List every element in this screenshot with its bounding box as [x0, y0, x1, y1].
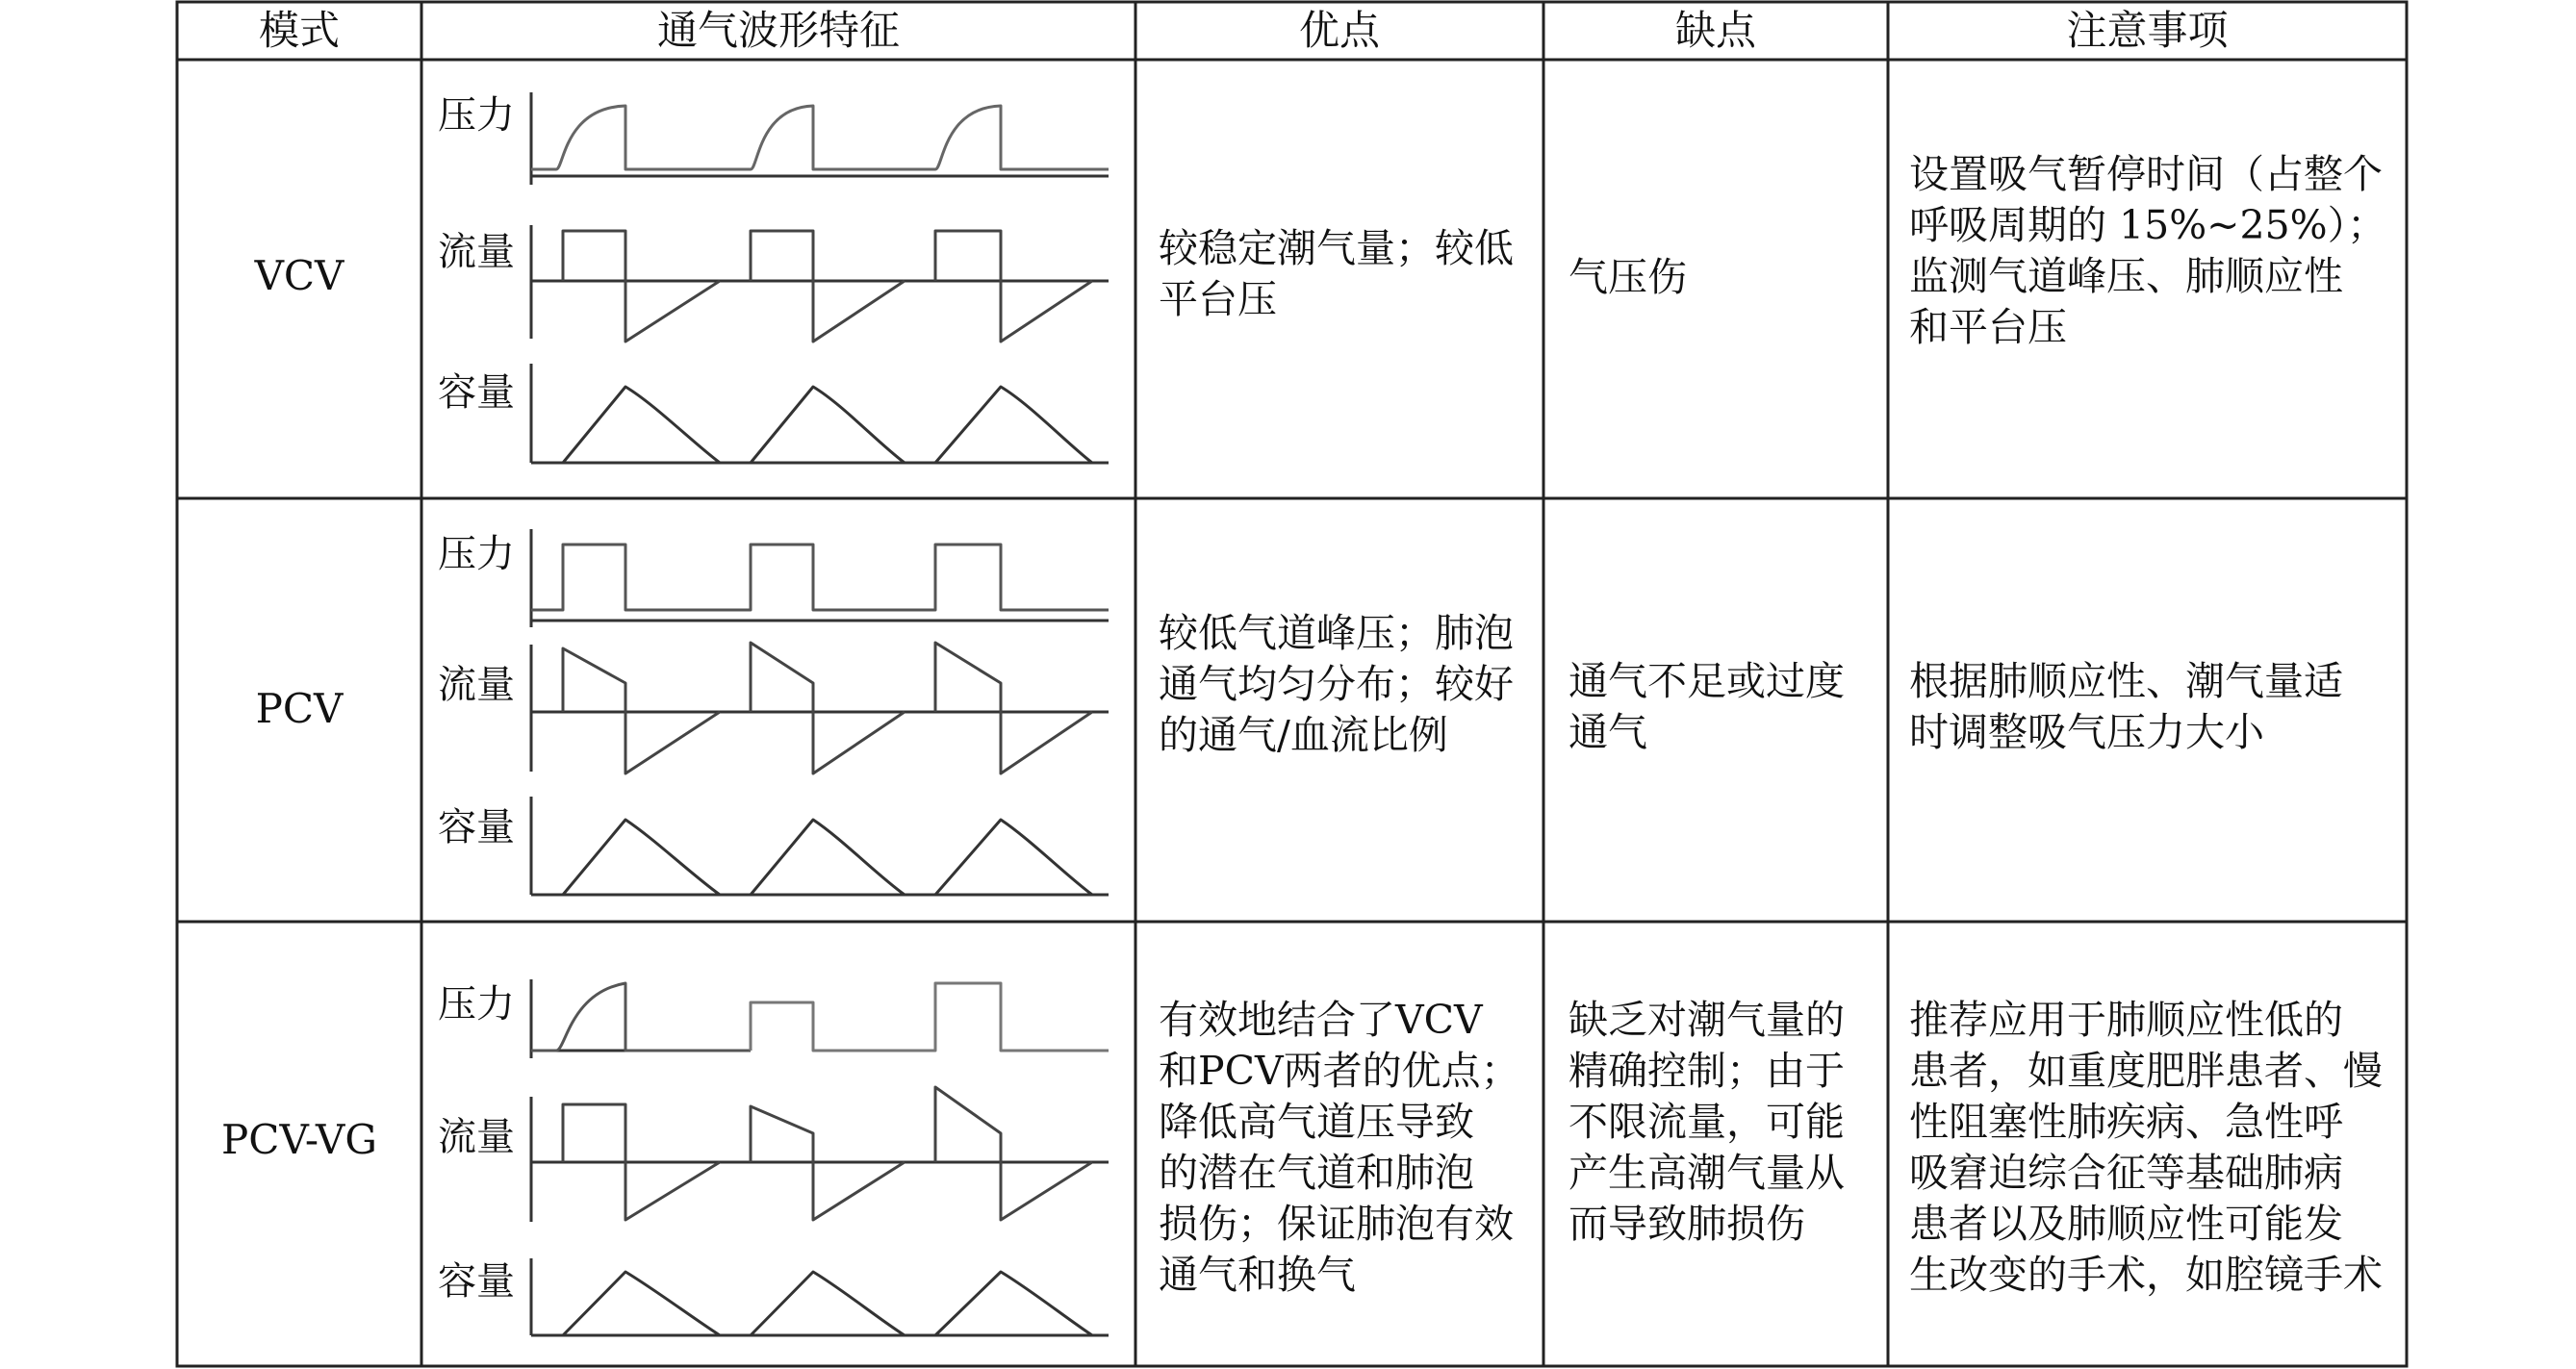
waveform-label-volume: 容量	[438, 805, 515, 849]
header-advantages: 优点	[1298, 7, 1380, 54]
text-line: 产生高潮气量从	[1569, 1150, 1845, 1196]
text-line: 较低气道峰压；肺泡	[1159, 610, 1514, 656]
vcv-flow-waveform	[531, 225, 1109, 342]
pcv-volume-waveform	[531, 797, 1109, 895]
pcv-disadvantages	[1569, 656, 1876, 758]
pcv-notes	[1909, 656, 2400, 758]
mode-vcv: VCV	[254, 252, 344, 299]
text-line: 和平台压	[1909, 304, 2067, 350]
waveform-label-pressure: 压力	[438, 532, 515, 576]
mode-pcv: PCV	[255, 685, 344, 732]
text-line: 根据肺顺应性、潮气量适	[1909, 658, 2343, 704]
text-line: 的潜在气道和肺泡	[1159, 1150, 1474, 1196]
vcv-disadvantages	[1569, 252, 1876, 303]
text-line: 的通气/血流比例	[1159, 712, 1448, 758]
text-line: 损伤；保证肺泡有效	[1159, 1201, 1514, 1247]
pcv-advantages	[1159, 608, 1534, 761]
waveform-label-volume: 容量	[438, 1259, 515, 1304]
text-line: 气压伤	[1569, 254, 1687, 300]
text-line: 精确控制；由于	[1569, 1048, 1845, 1094]
text-line: 通气	[1569, 709, 1647, 755]
text-line: 患者，如重度肥胖患者、慢	[1909, 1048, 2383, 1094]
header-mode: 模式	[258, 7, 340, 54]
pcv-flow-waveform	[531, 643, 1109, 773]
text-line: 而导致肺损伤	[1569, 1201, 1805, 1247]
text-line: 通气和换气	[1159, 1252, 1356, 1298]
text-line: 不限流量，可能	[1569, 1099, 1845, 1145]
text-line: 和PCV两者的优点；	[1159, 1048, 1520, 1094]
mode-pcv-vg: PCV-VG	[221, 1116, 377, 1163]
text-line: 监测气道峰压、肺顺应性	[1909, 253, 2343, 299]
pcv-vg-pressure-waveform	[531, 979, 1109, 1058]
waveform-label-flow: 流量	[438, 663, 515, 707]
waveform-label-flow: 流量	[438, 230, 515, 274]
text-line: 呼吸周期的 15%~25%）；	[1909, 202, 2387, 248]
pcv-vg-notes	[1909, 995, 2400, 1301]
text-line: 设置吸气暂停时间（占整个	[1909, 151, 2383, 197]
text-line: 较稳定潮气量；较低	[1159, 225, 1514, 271]
pcv-vg-disadvantages	[1569, 995, 1876, 1250]
text-line: 通气不足或过度	[1569, 658, 1845, 704]
header-waveform: 通气波形特征	[656, 7, 900, 54]
text-line: 生改变的手术，如腔镜手术	[1909, 1252, 2383, 1298]
text-line: 性阻塞性肺疾病、急性呼	[1909, 1099, 2343, 1145]
text-line: 患者以及肺顺应性可能发	[1909, 1201, 2343, 1247]
waveform-label-flow: 流量	[438, 1115, 515, 1159]
text-line: 通气均匀分布；较好	[1159, 661, 1514, 707]
text-line: 降低高气道压导致	[1159, 1099, 1474, 1145]
header-notes: 注意事项	[2066, 7, 2229, 54]
text-line: 吸窘迫综合征等基础肺病	[1909, 1150, 2343, 1196]
vcv-pressure-waveform	[531, 92, 1109, 185]
waveform-label-pressure: 压力	[438, 982, 515, 1027]
vcv-notes	[1909, 149, 2400, 353]
text-line: 缺乏对潮气量的	[1569, 997, 1845, 1043]
text-line: 推荐应用于肺顺应性低的	[1909, 997, 2343, 1043]
pcv-pressure-waveform	[531, 529, 1109, 627]
pcv-vg-flow-waveform	[531, 1087, 1109, 1222]
text-line: 时调整吸气压力大小	[1909, 709, 2264, 755]
text-line: 平台压	[1159, 276, 1277, 322]
vcv-advantages	[1159, 223, 1534, 325]
text-line: 有效地结合了VCV	[1159, 997, 1483, 1043]
vcv-volume-waveform	[531, 364, 1109, 463]
header-disadvantages: 缺点	[1674, 7, 1756, 54]
pcv-vg-advantages	[1159, 995, 1534, 1301]
waveform-label-pressure: 压力	[438, 93, 515, 138]
pcv-vg-volume-waveform	[531, 1258, 1109, 1335]
waveform-label-volume: 容量	[438, 370, 515, 415]
